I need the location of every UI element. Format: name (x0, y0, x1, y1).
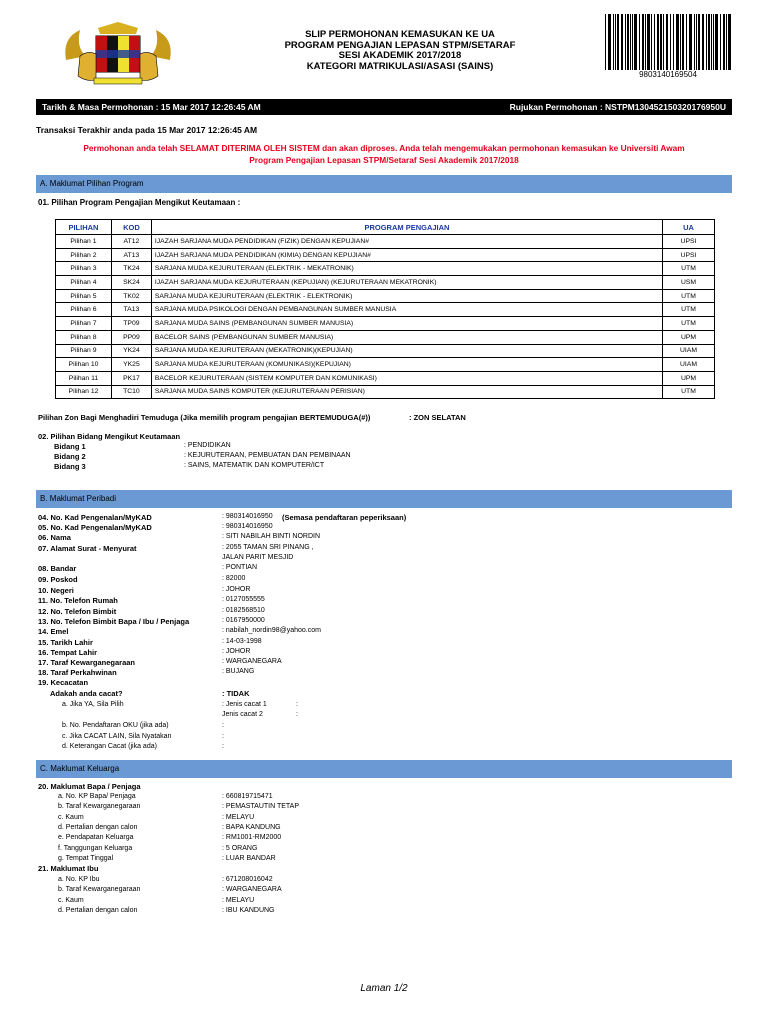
barcode-bar (666, 14, 668, 70)
barcode-bar (630, 14, 631, 70)
kod-cell: PK17 (111, 371, 151, 385)
disability-sub-4-value: : (222, 743, 224, 750)
application-reference: Rujukan Permohonan : NSTPM130452150320176950U (509, 102, 726, 112)
barcode-bar (605, 14, 606, 70)
pilihan-cell: Pilihan 2 (56, 248, 112, 262)
personal-field-5-label: 08. Bandar (38, 564, 77, 573)
table-row (56, 344, 715, 358)
personal-field-11-label: 14. Emel (38, 627, 69, 636)
title-line-4: KATEGORI MATRIKULASI/ASASI (SAINS) (306, 60, 494, 72)
kod-cell: TA13 (111, 303, 151, 317)
interview-zone-value: : ZON SELATAN (409, 413, 466, 422)
personal-field-6-label: 09. Poskod (38, 575, 78, 584)
ua-cell: UTM (663, 303, 715, 317)
jenis-cacat-2-colon: : (296, 711, 298, 718)
barcode-bar (708, 14, 710, 70)
pilihan-cell: Pilihan 10 (56, 358, 112, 372)
mother-field-3-label: d. Pertalian dengan calon (58, 906, 138, 914)
program-cell: SARJANA MUDA KEJURUTERAAN (ELEKTRIK - ELEKTRONIK) (151, 289, 662, 303)
barcode-bar (657, 14, 659, 70)
barcode-bar (711, 14, 712, 70)
barcode-bar (723, 14, 725, 70)
program-cell: SARJANA MUDA SAINS (PEMBANGUNAN SUMBER MANUSIA) (151, 317, 662, 331)
table-header-row (56, 220, 715, 235)
col-kod: KOD (111, 220, 151, 235)
ua-cell: USM (663, 276, 715, 290)
barcode-bar (621, 14, 623, 70)
title-line-2: PROGRAM PENGAJIAN LEPASAN STPM/SETARAF (284, 39, 516, 51)
personal-field-10-label: 13. No. Telefon Bimbit Bapa / Ibu / Penjaga (38, 617, 190, 626)
slip-title (200, 30, 600, 72)
disability-sub-2-label: b. No. Pendaftaran OKU (jika ada) (62, 722, 169, 729)
barcode-bar (726, 14, 727, 70)
personal-field-8-value: : 0127055555 (222, 596, 265, 603)
father-field-2-value: : MELAYU (222, 813, 255, 821)
barcode-bar (689, 14, 692, 70)
question-20: 20. Maklumat Bapa / Penjaga (38, 782, 141, 791)
disability-sub-3-value: : (222, 733, 224, 740)
personal-field-6-value: : 82000 (222, 575, 246, 582)
title-line-3: SESI AKADEMIK 2017/2018 (338, 50, 462, 61)
barcode-bar (673, 14, 674, 70)
personal-field-10-value: : 0167950000 (222, 617, 265, 624)
question-01: 01. Pilihan Program Pengajian Mengikut Keutamaan : (38, 198, 241, 207)
kod-cell: TK24 (111, 262, 151, 276)
table-row (56, 358, 715, 372)
ua-cell: UTM (663, 385, 715, 399)
question-21: 21. Maklumat Ibu (38, 864, 99, 873)
barcode-bar (706, 14, 707, 70)
program-cell: SARJANA MUDA KEJURUTERAAN (ELEKTRIK - MEKATRONIK) (151, 262, 662, 276)
ua-cell: UTM (663, 262, 715, 276)
notice-line-1: Permohonan anda telah SELAMAT DITERIMA OLEH SISTEM dan akan diproses. Anda telah mengemukakan permohonan kemasukan ke Universiti Awam (83, 143, 685, 153)
mother-field-0-value: : 671208016042 (222, 876, 273, 883)
table-row (56, 371, 715, 385)
col-program: PROGRAM PENGAJIAN (151, 220, 662, 235)
pilihan-cell: Pilihan 12 (56, 385, 112, 399)
barcode-bar (715, 14, 718, 70)
page-number: Laman 1/2 (360, 983, 408, 994)
kod-cell: TK02 (111, 289, 151, 303)
table-row (56, 317, 715, 331)
barcode-bar (720, 14, 721, 70)
program-cell: SARJANA MUDA KEJURUTERAAN (MEKATRONIK)(KEPUJIAN) (151, 344, 662, 358)
kod-cell: YK25 (111, 358, 151, 372)
ua-cell: UIAM (663, 358, 715, 372)
title-line-1: SLIP PERMOHONAN KEMASUKAN KE UA (305, 29, 495, 40)
barcode-bar (617, 14, 619, 70)
personal-field-0-value: : 980314016950 (222, 513, 273, 520)
kod-cell: TC10 (111, 385, 151, 399)
table-row (56, 248, 715, 262)
program-cell: BACELOR SAINS (PEMBANGUNAN SUMBER MANUSIA) (151, 330, 662, 344)
bidang-2-value: : KEJURUTERAAN, PEMBUATAN DAN PEMBINAAN (184, 452, 351, 459)
mother-field-1-value: : WARGANEGARA (222, 886, 282, 894)
disability-sub-2-value: : (222, 722, 224, 729)
mother-field-0-label: a. No. KP Ibu (58, 876, 100, 883)
jenis-cacat-1-colon: : (296, 701, 298, 708)
bidang-1-label: Bidang 1 (54, 442, 86, 451)
personal-field-13-value: : JOHOR (222, 648, 251, 655)
barcode-bar (632, 14, 633, 70)
barcode-bar (680, 14, 681, 70)
pilihan-cell: Pilihan 4 (56, 276, 112, 290)
section-c-header: C. Maklumat Keluarga (36, 760, 732, 778)
bidang-2-label: Bidang 2 (54, 452, 86, 461)
personal-field-15-value: : BUJANG (222, 668, 255, 675)
kod-cell: PP09 (111, 330, 151, 344)
personal-field-11-value: : nabilah_nordin98@yahoo.com (222, 627, 321, 634)
program-cell: IJAZAH SARJANA MUDA KEJURUTERAAN (KEPUJIAN) (KEJURUTERAAN MEKATRONIK) (151, 276, 662, 290)
ua-cell: UTM (663, 289, 715, 303)
program-cell: SARJANA MUDA KEJURUTERAAN (KOMUNIKASI)(KEPUJIAN) (151, 358, 662, 372)
kod-cell: AT13 (111, 248, 151, 262)
ua-cell: UIAM (663, 344, 715, 358)
personal-field-7-label: 10. Negeri (38, 586, 74, 595)
barcode (603, 14, 733, 70)
father-field-6-value: : LUAR BANDAR (222, 854, 276, 862)
pilihan-cell: Pilihan 3 (56, 262, 112, 276)
barcode-bar (728, 14, 731, 70)
program-choices-table (55, 219, 715, 399)
personal-field-14-label: 17. Taraf Kewarganegaraan (38, 658, 135, 667)
barcode-bar (627, 14, 629, 70)
pilihan-cell: Pilihan 7 (56, 317, 112, 331)
personal-field-15-label: 18. Taraf Perkahwinan (38, 668, 117, 677)
pilihan-cell: Pilihan 5 (56, 289, 112, 303)
barcode-bar (660, 14, 662, 70)
question-02: 02. Pilihan Bidang Mengikut Keutamaan (38, 432, 181, 441)
barcode-bar (702, 14, 704, 70)
father-field-5-label: f. Tanggungan Keluarga (58, 844, 133, 852)
last-transaction: Transaksi Terakhir anda pada 15 Mar 2017 12:26:45 AM (36, 125, 258, 135)
mother-field-1-label: b. Taraf Kewarganegaraan (58, 886, 141, 894)
father-field-4-label: e. Pendapatan Keluarga (58, 834, 134, 842)
father-field-4-value: : RM1001-RM2000 (222, 834, 282, 842)
personal-field-9-value: : 0182568510 (222, 607, 265, 614)
father-field-6-label: g. Tempat Tinggal (58, 854, 114, 862)
barcode-bar (615, 14, 616, 70)
coat-of-arms-logo (58, 20, 178, 92)
father-field-3-label: d. Pertalian dengan calon (58, 823, 138, 831)
personal-field-12-value: : 14-03-1998 (222, 638, 262, 645)
table-row (56, 385, 715, 399)
personal-field-7-value: : JOHOR (222, 586, 251, 593)
personal-field-note: (Semasa pendaftaran peperiksaan) (282, 513, 407, 522)
barcode-bar (682, 14, 684, 70)
table-row (56, 289, 715, 303)
kod-cell: AT12 (111, 235, 151, 249)
disability-sub-3-label: c. Jika CACAT LAIN, Sila Nyatakan (62, 733, 172, 740)
barcode-bar (670, 14, 671, 70)
personal-field-1-value: : 980314016950 (222, 523, 273, 530)
father-field-5-value: : 5 ORANG (222, 844, 258, 852)
personal-field-5-value: : PONTIAN (222, 564, 258, 571)
pilihan-cell: Pilihan 6 (56, 303, 112, 317)
father-field-0-label: a. No. KP Bapa/ Penjaga (58, 793, 136, 800)
application-info-bar (36, 99, 732, 115)
barcode-number: 9803140169504 (639, 70, 697, 79)
disability-sub-1-value: Jenis cacat 2 (222, 711, 263, 718)
father-field-3-value: : BAPA KANDUNG (222, 823, 281, 831)
barcode-bar (608, 14, 611, 70)
personal-field-14-value: : WARGANEGARA (222, 658, 282, 665)
ua-cell: UPSI (663, 248, 715, 262)
pilihan-cell: Pilihan 8 (56, 330, 112, 344)
application-datetime: Tarikh & Masa Permohonan : 15 Mar 2017 12:26:45 AM (42, 102, 261, 112)
kod-cell: TP09 (111, 317, 151, 331)
barcode-bar (639, 14, 640, 70)
disability-sub-4-label: d. Keterangan Cacat (jika ada) (62, 743, 157, 750)
mother-field-2-value: : MELAYU (222, 896, 255, 904)
table-row (56, 303, 715, 317)
pilihan-cell: Pilihan 9 (56, 344, 112, 358)
father-field-0-value: : 660819715471 (222, 793, 273, 800)
program-cell: SARJANA MUDA SAINS KOMPUTER (KEJURUTERAAN PERISIAN) (151, 385, 662, 399)
personal-field-2-label: 06. Nama (38, 533, 71, 542)
bidang-1-value: : PENDIDIKAN (184, 442, 231, 449)
personal-field-0-label: 04. No. Kad Pengenalan/MyKAD (38, 513, 152, 522)
barcode-bar (654, 14, 655, 70)
personal-field-2-value: : SITI NABILAH BINTI NORDIN (222, 533, 321, 540)
disability-answer: : TIDAK (222, 689, 250, 698)
barcode-bar (625, 14, 626, 70)
pilihan-cell: Pilihan 1 (56, 235, 112, 249)
table-row (56, 330, 715, 344)
personal-field-8-label: 11. No. Telefon Rumah (38, 596, 118, 605)
barcode-bar (645, 14, 646, 70)
mother-field-3-value: : IBU KANDUNG (222, 906, 275, 914)
personal-field-13-label: 16. Tempat Lahir (38, 648, 98, 657)
notice-line-2: Program Pengajian Lepasan STPM/Setaraf Sesi Akademik 2017/2018 (249, 155, 519, 165)
barcode-bar (694, 14, 695, 70)
father-field-2-label: c. Kaum (58, 813, 84, 821)
barcode-bar (651, 14, 652, 70)
section-b-header: B. Maklumat Peribadi (36, 490, 732, 508)
col-pilihan: PILIHAN (56, 220, 112, 235)
barcode-bar (634, 14, 637, 70)
program-cell: BACELOR KEJURUTERAAN (SISTEM KOMPUTER DAN KOMUNIKASI) (151, 371, 662, 385)
ua-cell: UPSI (663, 235, 715, 249)
ua-cell: UTM (663, 317, 715, 331)
table-row (56, 262, 715, 276)
personal-field-16-label: 19. Kecacatan (38, 678, 89, 687)
personal-field-12-label: 15. Tarikh Lahir (38, 638, 93, 647)
bidang-3-label: Bidang 3 (54, 462, 86, 471)
pilihan-cell: Pilihan 11 (56, 371, 112, 385)
personal-field-3-value: : 2055 TAMAN SRI PINANG , (222, 544, 314, 551)
disability-sub-0-label: a. Jika YA, Sila Pilih (62, 701, 124, 708)
disability-sub-0-value: : Jenis cacat 1 (222, 701, 267, 708)
barcode-bar (698, 14, 700, 70)
barcode-bar (613, 14, 614, 70)
table-row (56, 276, 715, 290)
section-a-header: A. Maklumat Pilihan Program (36, 175, 732, 193)
mother-field-2-label: c. Kaum (58, 896, 84, 904)
kod-cell: YK24 (111, 344, 151, 358)
submission-notice (36, 142, 732, 166)
barcode-bar (686, 14, 687, 70)
program-cell: IJAZAH SARJANA MUDA PENDIDIKAN (KIMIA) DENGAN KEPUJIAN# (151, 248, 662, 262)
ua-cell: UPM (663, 371, 715, 385)
kod-cell: SK24 (111, 276, 151, 290)
barcode-bar (642, 14, 644, 70)
personal-field-1-label: 05. No. Kad Pengenalan/MyKAD (38, 523, 152, 532)
ua-cell: UPM (663, 330, 715, 344)
barcode-bar (663, 14, 664, 70)
bidang-3-value: : SAINS, MATEMATIK DAN KOMPUTER/ICT (184, 462, 325, 469)
barcode-bar (647, 14, 650, 70)
interview-zone-label: Pilihan Zon Bagi Menghadiri Temuduga (Jika memilih program pengajian BERTEMUDUGA(#)) (38, 413, 371, 422)
barcode-bar (713, 14, 714, 70)
father-field-1-label: b. Taraf Kewarganegaraan (58, 803, 141, 811)
barcode-bar (676, 14, 679, 70)
personal-field-4-value: JALAN PARIT MESJID (222, 554, 294, 561)
father-field-1-value: : PEMASTAUTIN TETAP (222, 803, 300, 811)
personal-field-3-label: 07. Alamat Surat - Menyurat (38, 544, 137, 553)
table-row (56, 235, 715, 249)
program-cell: IJAZAH SARJANA MUDA PENDIDIKAN (FIZIK) DENGAN KEPUJIAN# (151, 235, 662, 249)
disability-question: Adakah anda cacat? (50, 689, 123, 698)
personal-field-9-label: 12. No. Telefon Bimbit (38, 607, 117, 616)
program-cell: SARJANA MUDA PSIKOLOGI DENGAN PEMBANGUNAN SUMBER MANUSIA (151, 303, 662, 317)
barcode-bar (696, 14, 697, 70)
col-ua: UA (663, 220, 715, 235)
